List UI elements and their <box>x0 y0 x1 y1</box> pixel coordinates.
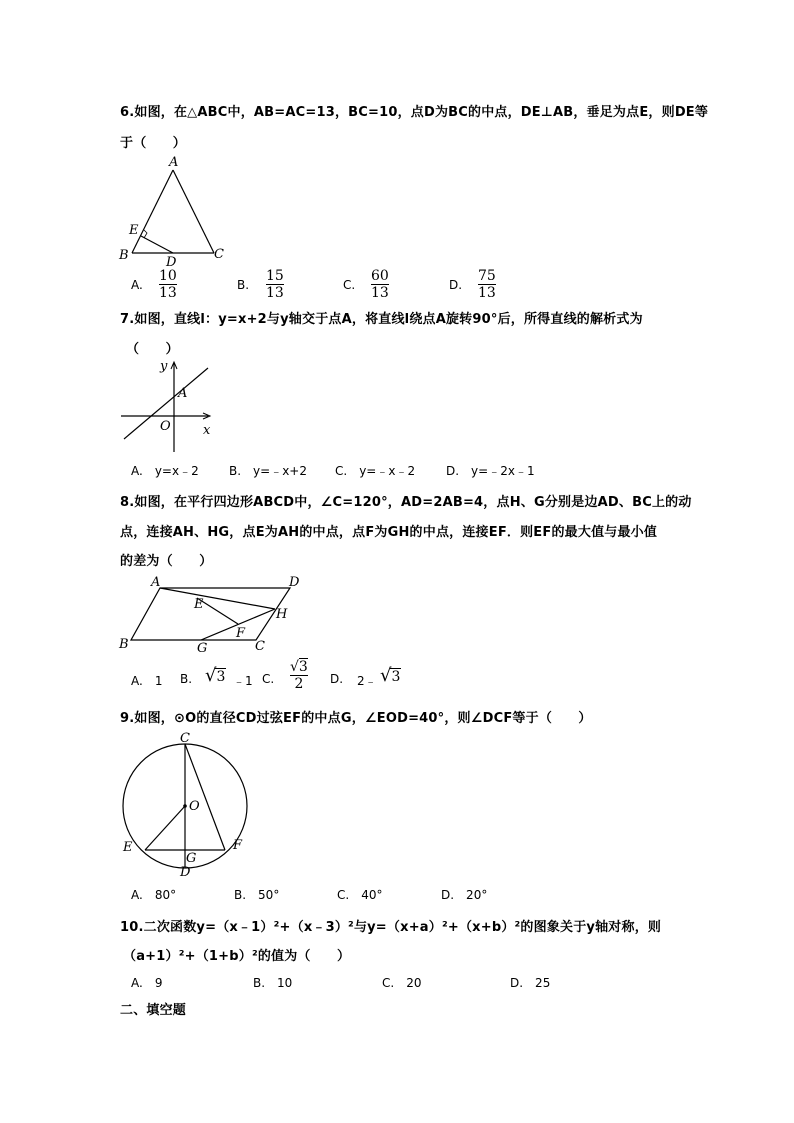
q7-label-y: y <box>160 359 168 374</box>
q8-label-d: D <box>289 575 300 590</box>
q9-text-line1: 9.如图，⊙O的直径CD过弦EF的中点G，∠EOD=40°，则∠DCF等于（ ） <box>120 711 592 726</box>
q7-option-b[interactable]: B. y=﹣x+2 <box>229 464 307 478</box>
q8-label-h: H <box>276 607 288 622</box>
q7-option-c[interactable]: C. y=﹣x﹣2 <box>335 464 416 478</box>
q9-label-c: C <box>180 731 190 746</box>
q9-label-o: O <box>189 799 200 814</box>
q6-text-line2: 于（ ） <box>120 136 187 151</box>
q6-option-a-den: 13 <box>159 285 177 301</box>
q7-label-o: O <box>160 419 171 434</box>
q8-label-a: A <box>151 575 161 590</box>
q8-text-line3: 的差为（ ） <box>120 554 213 569</box>
q6-option-d-num: 75 <box>478 268 496 284</box>
q6-option-d-den: 13 <box>478 285 496 301</box>
q6-option-c-den: 13 <box>371 285 389 301</box>
q7-text-line2: （ ） <box>126 342 179 357</box>
q10-option-b[interactable]: B. 10 <box>253 976 293 990</box>
q8-option-c-den: 2 <box>294 676 304 692</box>
q6-option-c-letter[interactable]: C. <box>343 278 356 292</box>
q6-label-e: E <box>129 223 139 238</box>
q6-label-b: B <box>119 248 129 263</box>
q6-option-b-num: 15 <box>266 268 284 284</box>
q8-text-line2: 点，连接AH、HG，点E为AH的中点，点F为GH的中点，连接EF．则EF的最大值与最小值 <box>120 525 658 540</box>
q6-option-d-letter[interactable]: D. <box>449 278 463 292</box>
sqrt-icon: √ <box>380 665 392 686</box>
q8-label-e: E <box>194 597 204 612</box>
q9-option-b[interactable]: B. 50° <box>234 888 280 902</box>
q7-option-a[interactable]: A. y=x﹣2 <box>131 464 199 478</box>
q6-option-a-num: 10 <box>159 268 177 284</box>
q6-label-d: D <box>166 255 177 270</box>
q6-option-c-num: 60 <box>371 268 389 284</box>
q10-option-c[interactable]: C. 20 <box>382 976 422 990</box>
q8-label-f: F <box>236 626 246 641</box>
q7-text-line1: 7.如图，直线l：y=x+2与y轴交于点A，将直线l绕点A旋转90°后，所得直线的解析式为 <box>120 312 643 327</box>
section-heading: 二、填空题 <box>120 1003 187 1018</box>
q8-option-b-letter[interactable]: B. <box>180 672 193 686</box>
q9-option-c[interactable]: C. 40° <box>337 888 383 902</box>
q8-text-line1: 8.如图，在平行四边形ABCD中，∠C=120°，AD=2AB=4，点H、G分别是边AD、BC上的动 <box>120 495 692 510</box>
q10-option-d[interactable]: D. 25 <box>510 976 551 990</box>
q9-option-a[interactable]: A. 80° <box>131 888 177 902</box>
q8-label-b: B <box>119 637 129 652</box>
q7-label-a: A <box>178 386 188 401</box>
q8-label-c: C <box>255 639 265 654</box>
q8-label-g: G <box>197 641 208 656</box>
q8-option-a[interactable]: A. 1 <box>131 674 163 688</box>
q10-text-line2: （a+1）²+（1+b）²的值为（ ） <box>123 949 351 964</box>
sqrt-icon: √ <box>205 665 217 686</box>
q7-option-d[interactable]: D. y=﹣2x﹣1 <box>446 464 535 478</box>
q9-label-g: G <box>186 851 197 866</box>
q9-label-d: D <box>180 865 191 880</box>
q6-option-b-den: 13 <box>266 285 284 301</box>
q9-label-e: E <box>123 840 133 855</box>
q8-option-b-tail: ﹣1 <box>233 674 253 688</box>
q6-label-c: C <box>214 247 224 262</box>
q8-option-d-pre: 2﹣ <box>357 674 377 688</box>
sqrt-icon: √ <box>290 659 299 675</box>
q10-option-a[interactable]: A. 9 <box>131 976 163 990</box>
q8-option-d-radicand: 3 <box>391 669 401 685</box>
q6-label-a: A <box>169 155 179 170</box>
q8-option-c-radicand: 3 <box>298 659 308 675</box>
q9-option-d[interactable]: D. 20° <box>441 888 488 902</box>
q8-option-d-letter[interactable]: D. <box>330 672 344 686</box>
q6-option-a-letter[interactable]: A. <box>131 278 143 292</box>
q8-option-c-letter[interactable]: C. <box>262 672 275 686</box>
q9-label-f: F <box>233 838 243 853</box>
q8-option-b-radicand: 3 <box>216 669 226 685</box>
q6-text-line1: 6.如图，在△ABC中，AB=AC=13，BC=10，点D为BC的中点，DE⊥AB，垂足为点E，则DE等 <box>120 105 709 120</box>
q6-option-b-letter[interactable]: B. <box>237 278 250 292</box>
q10-text-line1: 10.二次函数y=（x﹣1）²+（x﹣3）²与y=（x+a）²+（x+b）²的图象关于y轴对称，则 <box>120 920 662 935</box>
q7-label-x: x <box>203 423 211 438</box>
